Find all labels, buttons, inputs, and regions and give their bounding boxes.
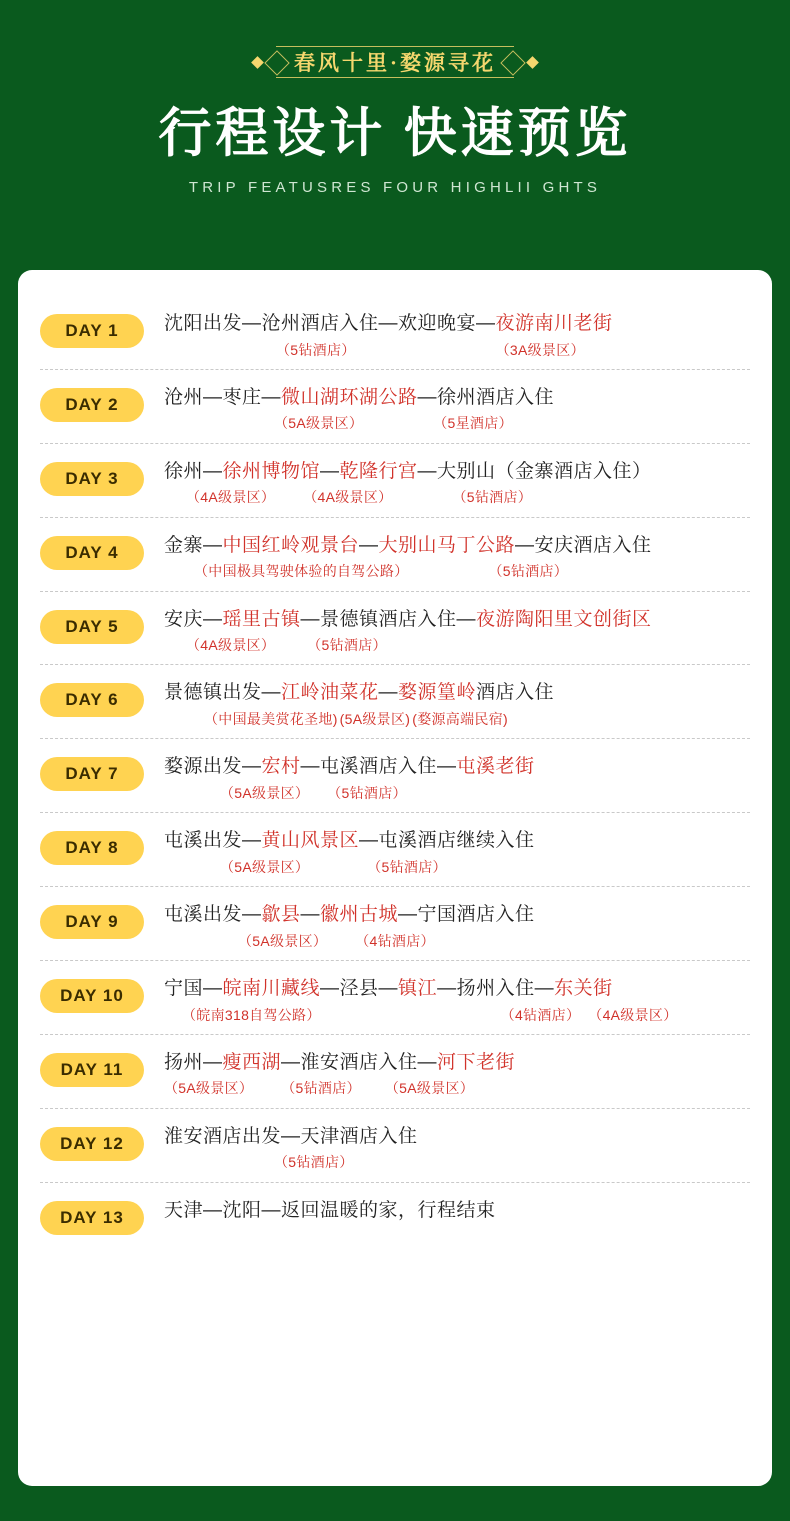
note-tag: （3A级景区） — [495, 341, 585, 358]
itinerary-list — [40, 296, 750, 1243]
route-text: 屯溪出发— — [164, 904, 262, 926]
itinerary-content — [144, 823, 750, 878]
note-tag: （5钻酒店） — [327, 784, 407, 801]
itinerary-notes — [164, 930, 750, 952]
note-tag: （4A级景区） — [186, 637, 276, 654]
route-text: 扬州— — [164, 1051, 223, 1073]
itinerary-route — [164, 1049, 750, 1078]
route-text: 淮安酒店出发—天津酒店入住 — [164, 1125, 418, 1147]
route-highlight: 夜游南川老街 — [495, 313, 613, 334]
route-highlight: 歙县 — [261, 904, 301, 926]
note-tag: （5钻酒店） — [488, 563, 569, 580]
itinerary-route — [164, 679, 750, 708]
day-badge: DAY 1 — [40, 314, 144, 348]
route-text: —景德镇酒店入住— — [300, 608, 477, 630]
route-highlight: 婺源篁岭 — [398, 682, 477, 704]
note-tag: （5A级景区） — [164, 1080, 254, 1097]
route-text: —宁国酒店入住 — [398, 904, 535, 926]
itinerary-row — [40, 444, 750, 518]
ribbon-text: 春风十里·婺源寻花 — [293, 51, 496, 75]
route-highlight: 乾隆行宫 — [339, 460, 418, 482]
route-highlight: 宏村 — [261, 756, 301, 778]
route-highlight: 中国红岭观景台 — [222, 534, 360, 556]
itinerary-notes — [164, 1004, 750, 1026]
itinerary-notes — [164, 708, 750, 730]
note-tag: （5钻酒店） — [274, 1154, 354, 1171]
diamond-right-icon — [526, 56, 539, 69]
itinerary-notes — [164, 856, 750, 878]
day-badge: DAY 10 — [40, 979, 144, 1013]
route-highlight: 皖南川藏线 — [222, 978, 321, 1000]
route-highlight: 徐州博物馆 — [222, 460, 321, 482]
route-highlight: 镇江 — [398, 978, 438, 1000]
route-text: 沧州—枣庄— — [164, 386, 282, 408]
itinerary-route — [164, 532, 750, 561]
day-badge: DAY 13 — [40, 1201, 144, 1235]
route-text: — — [300, 904, 321, 926]
day-badge: DAY 12 — [40, 1127, 144, 1161]
route-text: 金寨— — [164, 534, 223, 556]
note-tag: （5钻酒店） — [452, 489, 533, 506]
note-tag: (婺源高端民宿) — [412, 710, 508, 727]
itinerary-row — [40, 739, 750, 813]
note-tag: （中国极具驾驶体验的自驾公路） — [194, 563, 409, 580]
route-highlight: 徽州古城 — [320, 904, 399, 926]
day-badge: DAY 8 — [40, 831, 144, 865]
itinerary-content — [144, 675, 750, 730]
note-tag: (5A级景区) — [339, 710, 411, 727]
itinerary-route — [164, 1197, 750, 1226]
note-tag: （5A级景区） — [220, 784, 310, 801]
itinerary-content — [144, 528, 750, 583]
route-text: 宁国— — [164, 978, 223, 1000]
itinerary-route — [164, 901, 750, 930]
itinerary-content — [144, 1119, 750, 1174]
day-badge: DAY 6 — [40, 683, 144, 717]
itinerary-row — [40, 665, 750, 739]
note-tag: （5钻酒店） — [281, 1080, 361, 1097]
route-text: 徐州— — [164, 460, 223, 482]
itinerary-content — [144, 380, 750, 435]
itinerary-route — [164, 384, 750, 413]
route-highlight: 屯溪老街 — [456, 756, 535, 778]
day-badge: DAY 3 — [40, 462, 144, 496]
itinerary-row — [40, 887, 750, 961]
route-highlight: 大别山马丁公路 — [378, 534, 516, 556]
itinerary-notes — [164, 560, 750, 582]
route-text: —徐州酒店入住 — [417, 386, 555, 408]
note-tag: （5A级景区） — [384, 1080, 475, 1097]
day-badge: DAY 11 — [40, 1053, 144, 1087]
itinerary-route — [164, 606, 750, 635]
route-text: —安庆酒店入住 — [515, 534, 652, 556]
route-highlight: 微山湖环湖公路 — [281, 386, 418, 408]
note-tag: （4A级景区） — [588, 1006, 678, 1023]
route-text: —屯溪酒店入住— — [300, 756, 457, 778]
itinerary-content — [144, 971, 750, 1026]
ribbon-banner — [245, 40, 545, 84]
route-text: 天津—沈阳—返回温暖的家，行程结束 — [164, 1199, 496, 1221]
note-tag: （4钻酒店） — [355, 932, 435, 949]
route-highlight: 夜游陶阳里文创街区 — [476, 608, 652, 630]
itinerary-route — [164, 458, 750, 487]
itinerary-route — [164, 753, 750, 782]
note-tag: （5钻酒店） — [276, 341, 356, 358]
route-text: — — [359, 534, 379, 556]
poster-header — [0, 0, 790, 196]
itinerary-notes — [164, 412, 750, 434]
itinerary-row — [40, 592, 750, 666]
itinerary-content — [144, 454, 750, 509]
route-text: 屯溪出发— — [164, 830, 262, 852]
itinerary-route — [164, 827, 750, 856]
route-text: —扬州入住— — [437, 978, 555, 1000]
route-text: 景德镇出发— — [164, 682, 282, 704]
route-text: — — [320, 460, 340, 482]
note-tag: （4钻酒店） — [500, 1006, 581, 1023]
route-text: 安庆— — [164, 608, 223, 630]
itinerary-row — [40, 518, 750, 592]
route-highlight: 瑶里古镇 — [222, 608, 301, 630]
day-badge: DAY 4 — [40, 536, 144, 570]
itinerary-notes — [164, 634, 750, 656]
itinerary-notes — [164, 782, 750, 804]
note-tag: （4A级景区） — [186, 489, 276, 506]
itinerary-content — [144, 1045, 750, 1100]
note-tag: （5钻酒店） — [307, 637, 387, 654]
note-tag: （5A级景区） — [274, 415, 364, 432]
itinerary-row — [40, 1035, 750, 1109]
route-text: —淮安酒店入住— — [281, 1051, 438, 1073]
note-tag: （4A级景区） — [303, 489, 393, 506]
itinerary-content — [144, 897, 750, 952]
itinerary-route — [164, 310, 750, 339]
note-tag: （5A级景区） — [220, 858, 310, 875]
route-text: —大别山（金寨酒店入住） — [417, 460, 652, 482]
itinerary-notes — [164, 1077, 750, 1099]
itinerary-route — [164, 975, 750, 1004]
route-text: 酒店入住 — [476, 682, 555, 704]
itinerary-content — [144, 602, 750, 657]
route-highlight: 江岭油菜花 — [281, 682, 379, 704]
itinerary-route — [164, 1123, 750, 1152]
route-text: —屯溪酒店继续入住 — [359, 830, 535, 852]
route-highlight: 黄山风景区 — [261, 830, 360, 852]
itinerary-row — [40, 1109, 750, 1183]
day-badge: DAY 7 — [40, 757, 144, 791]
itinerary-content — [144, 1193, 750, 1226]
itinerary-content — [144, 306, 750, 361]
diamond-left-icon — [251, 56, 264, 69]
itinerary-card — [18, 270, 772, 1486]
day-badge: DAY 5 — [40, 610, 144, 644]
itinerary-row — [40, 370, 750, 444]
itinerary-row — [40, 296, 750, 370]
route-text: 沈阳出发—沧州酒店入住—欢迎晚宴— — [164, 313, 496, 334]
itinerary-notes — [164, 486, 750, 508]
page-title: 行程设计 快速预览 — [158, 105, 632, 163]
route-text: — — [378, 682, 399, 704]
page-subtitle: TRIP FEATUSRES FOUR HIGHLII GHTS — [188, 178, 602, 196]
route-text: 婺源出发— — [164, 756, 262, 778]
itinerary-notes — [164, 339, 750, 361]
note-tag: （5星酒店） — [433, 415, 513, 432]
itinerary-notes — [164, 1151, 750, 1173]
note-tag: （5A级景区） — [238, 932, 328, 949]
note-tag: （皖南318自驾公路） — [182, 1006, 321, 1023]
note-tag: （中国最美赏花圣地) — [204, 710, 338, 727]
itinerary-row — [40, 961, 750, 1035]
route-highlight: 河下老街 — [437, 1051, 516, 1073]
itinerary-row — [40, 1183, 750, 1243]
route-highlight: 瘦西湖 — [222, 1051, 282, 1073]
route-highlight: 东关街 — [554, 978, 613, 1000]
itinerary-content — [144, 749, 750, 804]
itinerary-row — [40, 813, 750, 887]
ribbon-frame — [276, 46, 514, 78]
note-tag: （5钻酒店） — [367, 858, 447, 875]
route-text: —泾县— — [320, 978, 399, 1000]
day-badge: DAY 2 — [40, 388, 144, 422]
day-badge: DAY 9 — [40, 905, 144, 939]
